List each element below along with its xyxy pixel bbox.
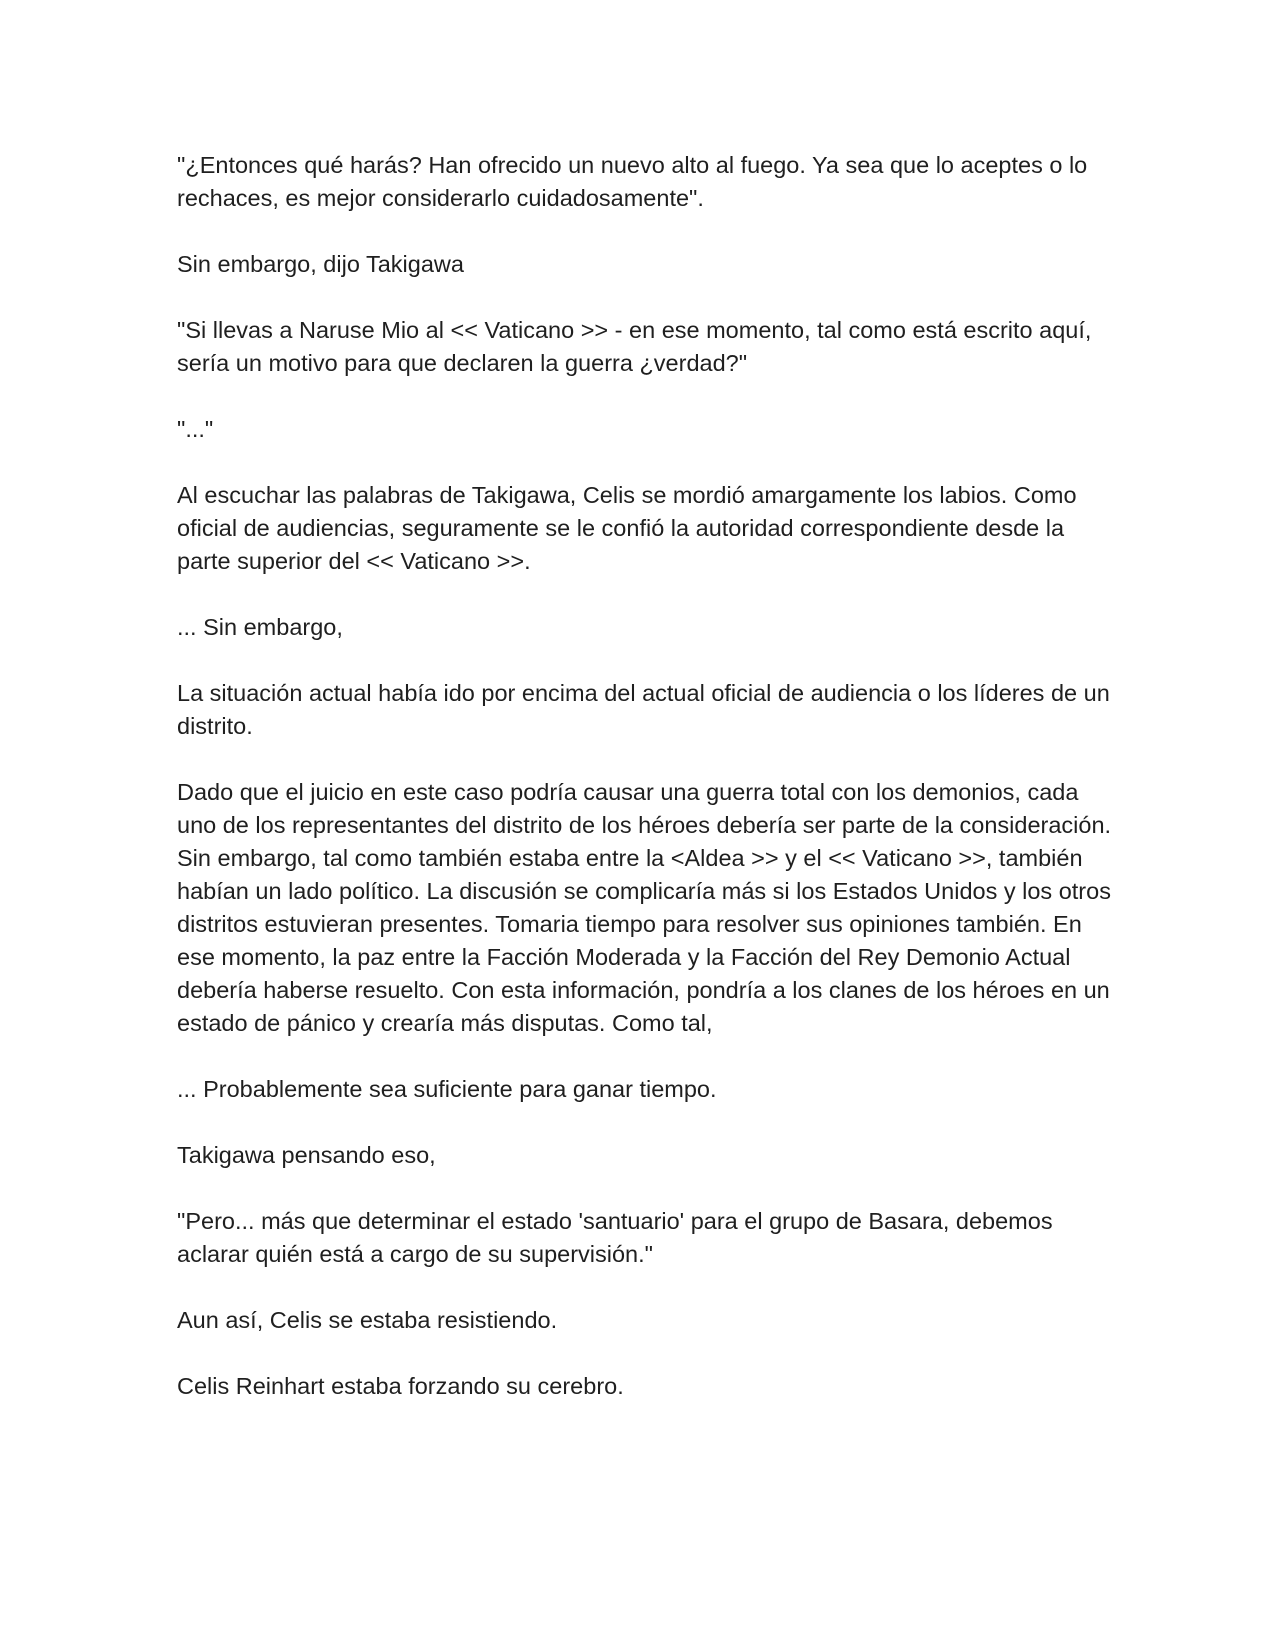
paragraph-8: Dado que el juicio en este caso podría causar una guerra total con los demonios, cada uno de los representantes del distrito de los héroes debería ser parte de la consideración. Sin embargo, tal como también estaba entre la <Aldea >> y el << Vaticano >>, también habían un lado político. La discusión se complicaría más si los Estados Unidos y los otros distritos estuvieran presentes. Tomaria tiempo para resolver sus opiniones también. En ese momento, la paz entre la Facción Moderada y la Facción del Rey Demonio Actual debería haberse resuelto. Con esta información, pondría a los clanes de los héroes en un estado de pánico y crearía más disputas. Como tal,	[177, 779, 1112, 1036]
paragraph-2: Sin embargo, dijo Takigawa	[177, 251, 464, 277]
paragraph-10: Takigawa pensando eso,	[177, 1142, 436, 1168]
paragraph-3: "Si llevas a Naruse Mio al << Vaticano >> - en ese momento, tal como está escrito aquí, sería un motivo para que declaren la guerra ¿verdad?"	[177, 317, 1092, 376]
paragraph-9: ... Probablemente sea suficiente para ganar tiempo.	[177, 1076, 717, 1102]
paragraph-6: ... Sin embargo,	[177, 614, 343, 640]
paragraph-12: Aun así, Celis se estaba resistiendo.	[177, 1307, 558, 1333]
paragraph-7: La situación actual había ido por encima del actual oficial de audiencia o los líderes de un distrito.	[177, 680, 1110, 739]
document-body	[177, 149, 1117, 1403]
paragraph-13: Celis Reinhart estaba forzando su cerebro.	[177, 1373, 624, 1399]
paragraph-4: "..."	[177, 416, 214, 442]
paragraph-11: "Pero... más que determinar el estado 'santuario' para el grupo de Basara, debemos aclarar quién está a cargo de su supervisión."	[177, 1208, 1053, 1267]
paragraph-5: Al escuchar las palabras de Takigawa, Celis se mordió amargamente los labios. Como oficial de audiencias, seguramente se le confió la autoridad correspondiente desde la parte superior del << Vaticano >>.	[177, 482, 1077, 574]
paragraph-1: "¿Entonces qué harás? Han ofrecido un nuevo alto al fuego. Ya sea que lo aceptes o lo rechaces, es mejor considerarlo cuidadosamente".	[177, 152, 1088, 211]
